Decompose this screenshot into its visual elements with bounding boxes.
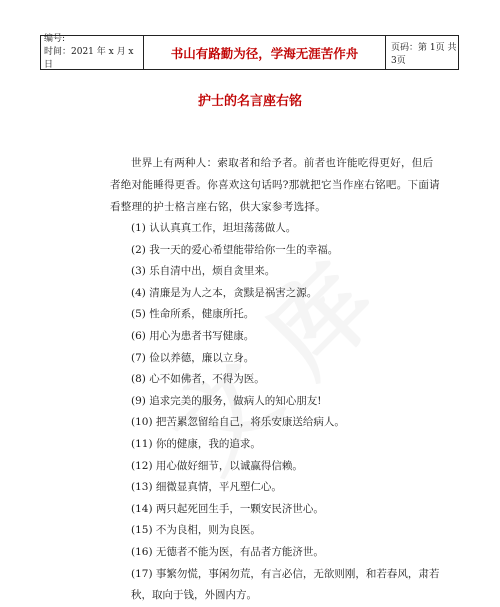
list-item: (2) 我一天的爱心希望能带给你一生的幸福。 — [131, 243, 339, 256]
list-item: (5) 性命所系，健康所托。 — [131, 308, 255, 321]
intro-paragraph: 世界上有两种人：索取者和给予者。前者也许能吃得更好，但后者绝对能睡得更香。你喜欢这句话吗?那就把它当作座右铭吧。下面请看整理的护士格言座右铭，供大家参考选择。 — [110, 157, 440, 213]
time-label: 时间：2021 年 x 月 x 日 — [44, 47, 134, 70]
document-body — [110, 152, 440, 607]
list-item: (16) 无德者不能为医，有品者方能济世。 — [131, 545, 324, 558]
number-label: 编号: — [44, 34, 66, 44]
header-meta — [41, 36, 144, 69]
list-item: (12) 用心做好细节，以诚赢得信赖。 — [131, 459, 303, 472]
list-item: (15) 不为良相，则为良医。 — [131, 524, 261, 537]
header-motto: 书山有路勤为径，学海无涯苦作舟 — [144, 36, 386, 69]
list-item: (10) 把苦累忽留给自己，将乐安康送给病人。 — [131, 416, 345, 429]
list-item: (8) 心不如佛者，不得为医。 — [131, 373, 265, 386]
list-item: (14) 两只起死回生手，一颗安民济世心。 — [131, 502, 324, 515]
list-item: (17) 事繁勿慌，事闲勿荒，有言必信，无欲则刚，和若春风，肃若秋，取向于钱，外圆内方。 — [131, 567, 440, 602]
page-title: 护士的名言座右铭 — [197, 94, 302, 109]
motto-list — [110, 218, 440, 607]
list-item: (3) 乐自清中出，烦自贪里来。 — [131, 265, 276, 278]
list-item: (11) 你的健康，我的追求。 — [131, 437, 261, 450]
list-item: (7) 俭以养德，廉以立身。 — [131, 351, 255, 364]
list-item: (1) 认认真真工作，坦坦荡荡做人。 — [131, 222, 297, 234]
list-item: (6) 用心为患者书写健康。 — [131, 329, 255, 342]
list-item: (13) 细微显真情，平凡塑仁心。 — [131, 481, 282, 494]
document-header — [40, 35, 459, 70]
list-item: (9) 追求完美的服务，做病人的知心朋友! — [131, 394, 322, 407]
list-item: (4) 清廉是为人之本，贪黩是祸害之源。 — [131, 286, 318, 299]
page-info: 页码：第 1页 共 3页 — [391, 42, 457, 66]
